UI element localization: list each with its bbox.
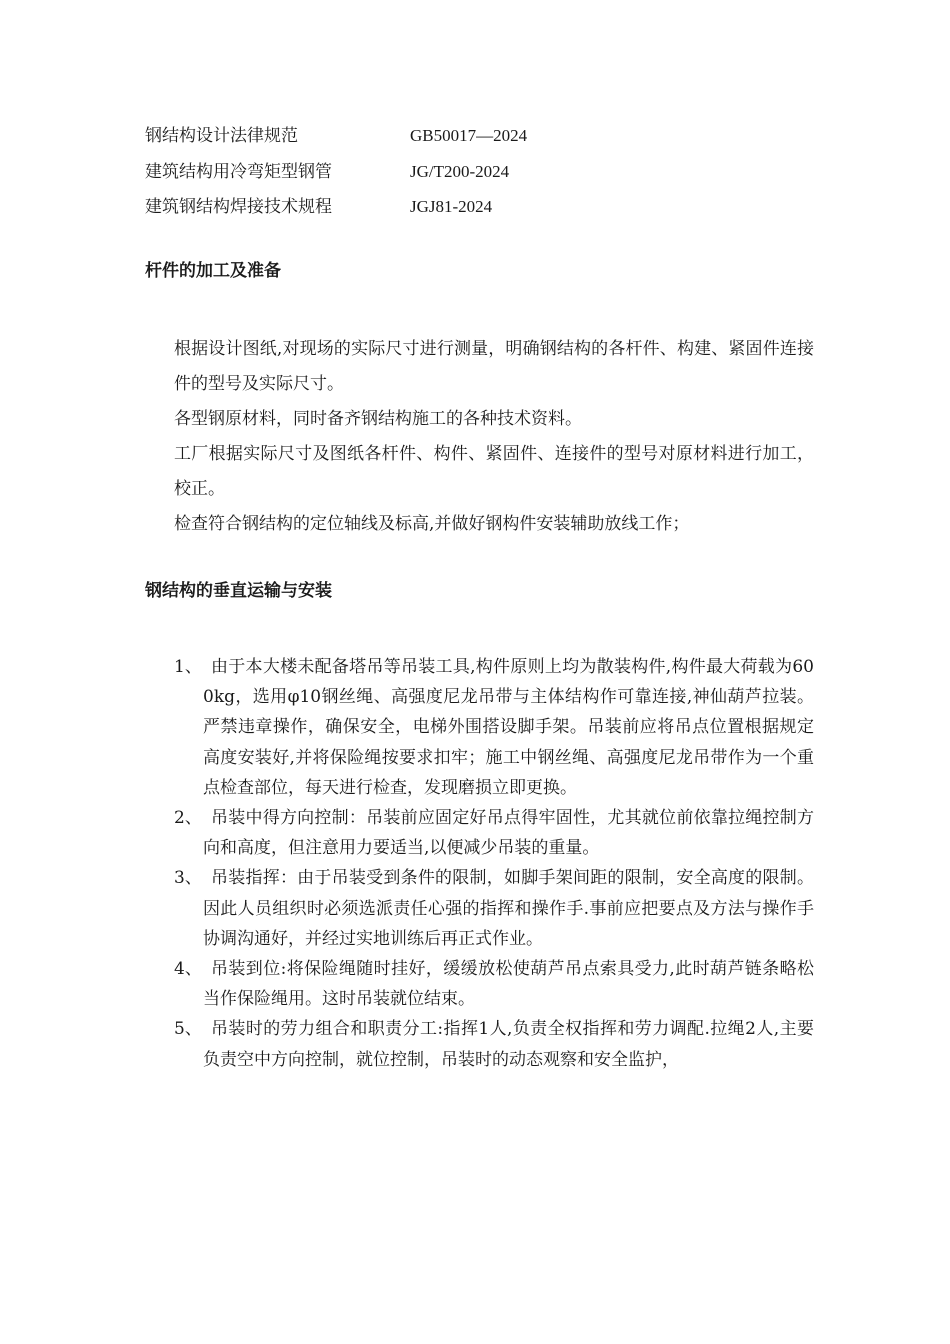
paragraph: 工厂根据实际尺寸及图纸各杆件、构件、紧固件、连接件的型号对原材料进行加工，校正。: [174, 444, 814, 499]
list-item-number: 3、: [174, 868, 202, 889]
standard-name: 建筑钢结构焊接技术规程: [145, 197, 332, 217]
standard-code: GB50017—2024: [410, 126, 528, 145]
paragraph: 检查符合钢结构的定位轴线及标高,并做好钢构件安装辅助放线工作；: [174, 514, 690, 534]
standard-code: JG/T200-2024: [410, 161, 510, 181]
numbered-list: [174, 652, 814, 1075]
standard-row: [145, 195, 527, 231]
list-item: [174, 652, 814, 803]
paragraph: 各型钢原材料，同时备齐钢结构施工的各种技术资料。: [174, 409, 582, 429]
standards-list: [145, 124, 527, 231]
paragraph: 根据设计图纸,对现场的实际尺寸进行测量，明确钢结构的各杆件、构建、紧固件连接件的型号及实际尺寸。: [174, 339, 814, 394]
list-item-number: 4、: [174, 959, 202, 980]
list-item-text: 由于本大楼未配备塔吊等吊装工具,构件原则上均为散装构件,构件最大荷载为600kg，选用φ10钢丝绳、高强度尼龙吊带与主体结构作可靠连接,神仙葫芦拉装。严禁违章操作，确保安全，电梯外围搭设脚手架。吊装前应将吊点位置根据规定高度安装好,并将保险绳按要求扣牢；施工中钢丝绳、高强度尼龙吊带作为一个重点检查部位，每天进行检查，发现磨损立即更换。: [203, 657, 814, 798]
list-item-number: 5、: [174, 1019, 202, 1040]
list-item-text: 吊装指挥：由于吊装受到条件的限制，如脚手架间距的限制，安全高度的限制。因此人员组织时必须选派责任心强的指挥和操作手.事前应把要点及方法与操作手协调沟通好，并经过实地训练后再正式作业。: [203, 868, 814, 949]
list-item: [174, 1014, 814, 1074]
standard-code: JGJ81-2024: [410, 197, 493, 216]
list-item: [174, 803, 814, 863]
standard-row: [145, 124, 527, 160]
list-item-text: 吊装时的劳力组合和职责分工:指挥1人,负责全权指挥和劳力调配.拉绳2人,主要负责空中方向控制，就位控制，吊装时的动态观察和安全监护，: [203, 1019, 814, 1070]
section-body-processing: [174, 332, 814, 542]
standard-row: [145, 160, 527, 196]
standard-name: 建筑结构用冷弯矩型钢管: [145, 161, 332, 182]
list-item-number: 2、: [174, 808, 202, 829]
list-item-number: 1、: [174, 657, 202, 677]
list-item-text: 吊装到位:将保险绳随时挂好，缓缓放松使葫芦吊点索具受力,此时葫芦链条略松当作保险绳用。这时吊装就位结束。: [203, 959, 814, 1010]
section-heading-processing: 杆件的加工及准备: [145, 261, 281, 281]
standard-name: 钢结构设计法律规范: [145, 126, 298, 146]
list-item: [174, 954, 814, 1014]
list-item: [174, 863, 814, 954]
section-heading-transport: 钢结构的垂直运输与安装: [145, 581, 332, 601]
list-item-text: 吊装中得方向控制：吊装前应固定好吊点得牢固性，尤其就位前依靠拉绳控制方向和高度，但注意用力要适当,以便减少吊装的重量。: [203, 808, 814, 859]
